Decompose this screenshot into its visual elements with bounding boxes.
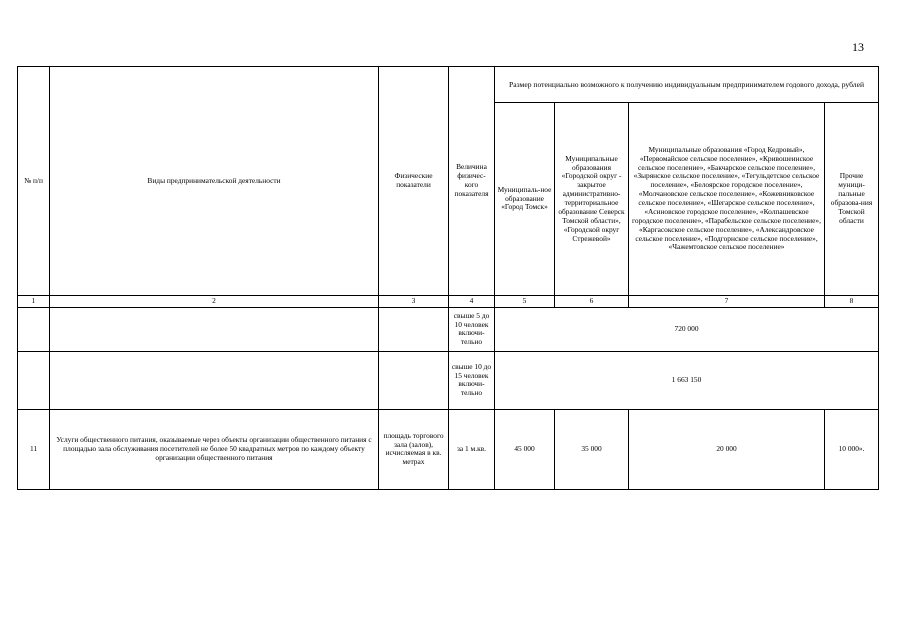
col-number: 3 <box>379 296 449 308</box>
page-number: 13 <box>852 40 864 54</box>
header-income-group: Размер потенциально возможного к получению индивидуальным предпринимателем годового дохода, рублей <box>495 67 879 103</box>
row-col6: 35 000 <box>555 409 629 489</box>
col-number: 6 <box>555 296 629 308</box>
row-col7: 20 000 <box>629 409 825 489</box>
cont-row-value: свыше 5 до 10 человек включи-тельно <box>449 307 495 351</box>
table-row <box>18 409 879 489</box>
row-num: 11 <box>18 409 50 489</box>
table-row <box>18 307 879 351</box>
cont-row-amount: 1 663 150 <box>495 351 879 409</box>
empty-cell <box>18 307 50 351</box>
table-row <box>18 351 879 409</box>
row-col5: 45 000 <box>495 409 555 489</box>
row-kind: Услуги общественного питания, оказываемые через объекты организации общественного питания с площадью зала обслуживания посетителей не более 50 квадратных метров по каждому объекту организации общественного питания <box>50 409 379 489</box>
col-number: 4 <box>449 296 495 308</box>
empty-cell <box>18 351 50 409</box>
header-col8: Прочие муници-пальные образова-ния Томской области <box>825 103 879 296</box>
cont-row-amount: 720 000 <box>495 307 879 351</box>
header-value: Величина физичес-кого показателя <box>449 67 495 296</box>
empty-cell <box>379 351 449 409</box>
col-number: 1 <box>18 296 50 308</box>
empty-cell <box>50 351 379 409</box>
header-col5: Муниципаль-ное образование «Город Томск» <box>495 103 555 296</box>
empty-cell <box>379 307 449 351</box>
header-num: № п/п <box>18 67 50 296</box>
header-kind: Виды предпринимательской деятельности <box>50 67 379 296</box>
cont-row-value: свыше 10 до 15 человек включи-тельно <box>449 351 495 409</box>
empty-cell <box>50 307 379 351</box>
header-physical: Физические показатели <box>379 67 449 296</box>
col-number: 5 <box>495 296 555 308</box>
col-number: 2 <box>50 296 379 308</box>
col-number: 8 <box>825 296 879 308</box>
row-physical: площадь торгового зала (залов), исчисляемая в кв. метрах <box>379 409 449 489</box>
income-table <box>17 66 879 490</box>
header-col6: Муниципальные образования «Городской округ - закрытое административно-территориальное образование Северск Томской области», «Городской округ Стрежевой» <box>555 103 629 296</box>
col-number: 7 <box>629 296 825 308</box>
header-col7: Муниципальные образования «Город Кедровый», «Первомайское сельское поселение», «Кривошеинское сельское поселение», «Бакчарское сельское поселение», «Зырянское сельское поселение», «Тегульдетское сельское поселение», «Белоярское городское поселение», «Молчановское сельское поселение», «Кожевниковское сельское поселение», «Шегарское сельское поселение», «Асиновское городское поселение», «Колпашевское городское поселение», «Парабельское сельское поселение», «Каргасокское сельское поселение», «Александровское сельское поселение», «Подгорнское сельское поселение», «Чажемтовское сельское поселение» <box>629 103 825 296</box>
row-col8: 10 000». <box>825 409 879 489</box>
row-value: за 1 м.кв. <box>449 409 495 489</box>
